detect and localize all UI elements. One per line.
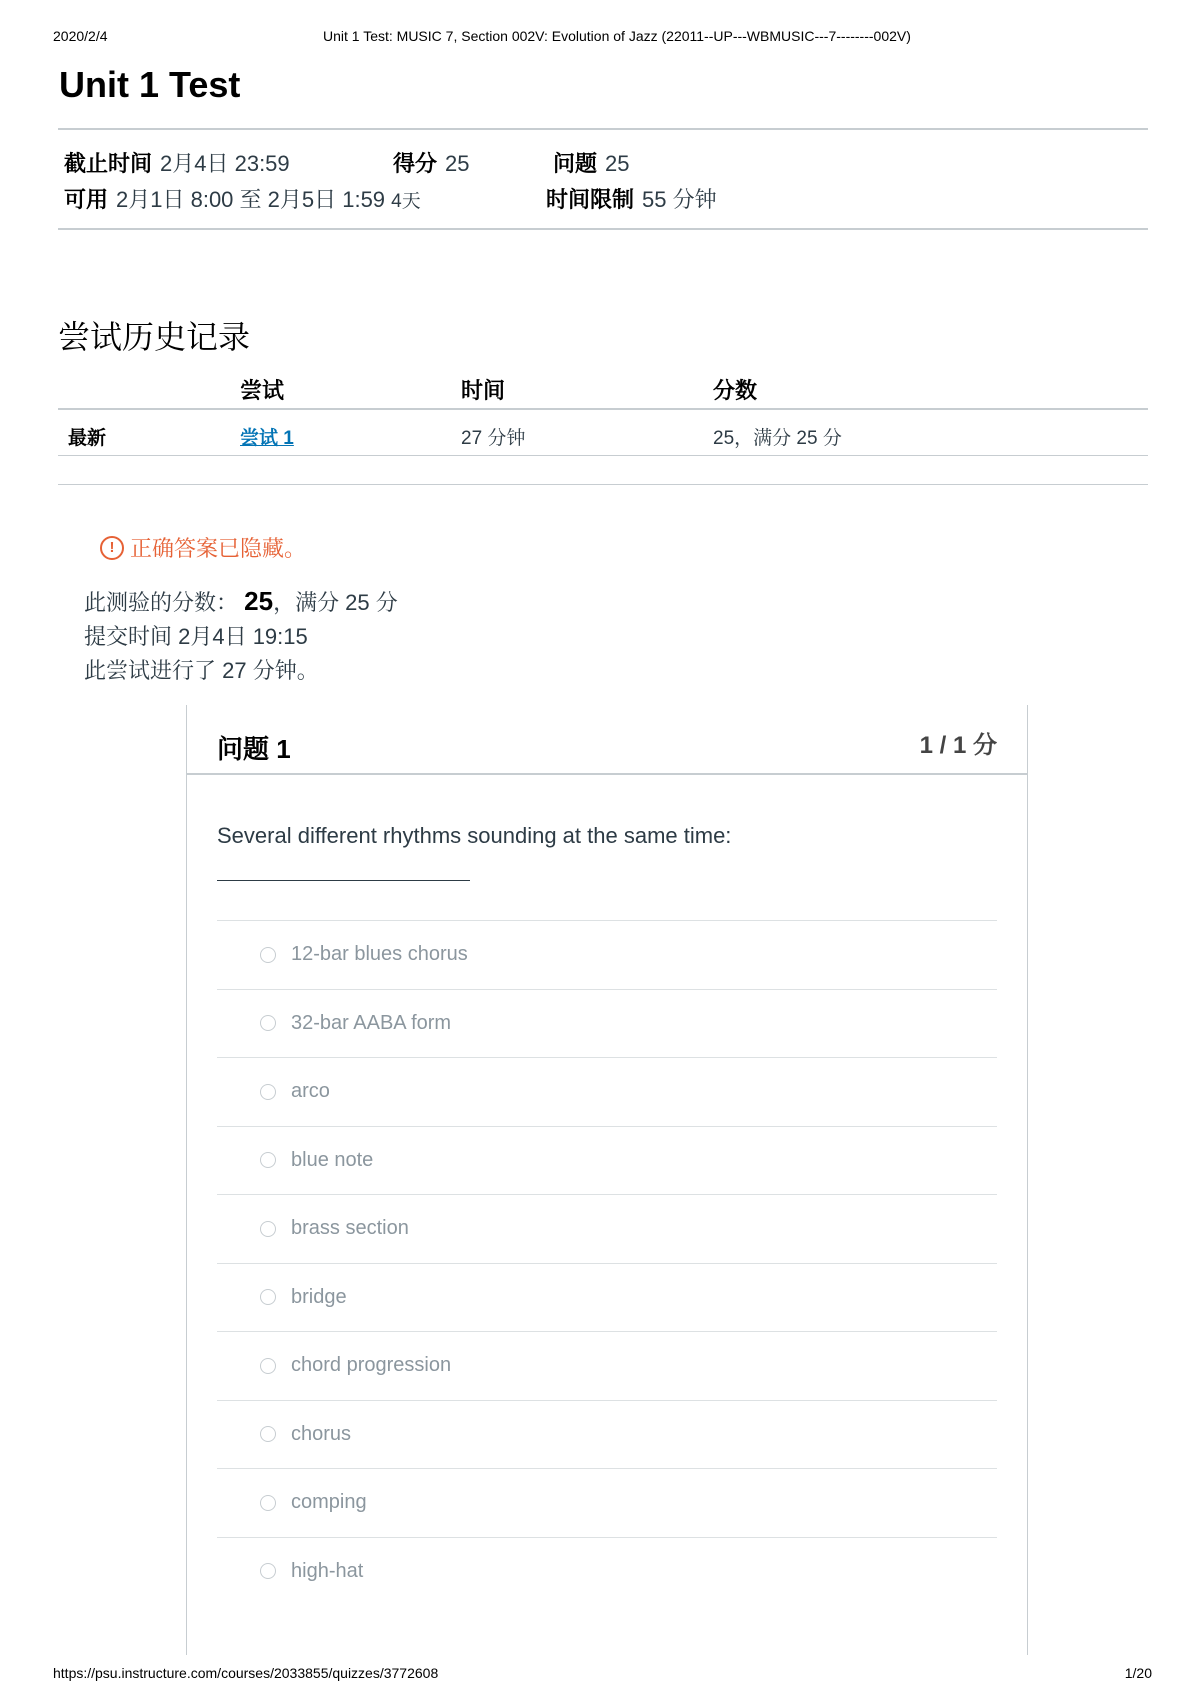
meta-questions [553,147,630,178]
meta-available [64,183,421,214]
print-page-title: Unit 1 Test: MUSIC 7, Section 002V: Evolution of Jazz (22011--UP---WBMUSIC---7--------002V) [323,28,911,44]
radio-button[interactable] [260,1563,276,1579]
divider [58,228,1148,230]
radio-button[interactable] [260,1084,276,1100]
meta-points-label: 得分 [393,151,438,176]
row-label-latest: 最新 [68,428,107,449]
print-page-number: 1/20 [1124,1665,1152,1681]
divider [58,484,1148,485]
print-footer-url: https://psu.instructure.com/courses/2033855/quizzes/3772608 [53,1665,439,1681]
radio-button[interactable] [260,947,276,963]
question-points: 1 / 1 分 [919,732,997,759]
answer-label: arco [291,1080,330,1103]
answer-label: chord progression [291,1354,452,1377]
answer-option[interactable] [217,1537,997,1606]
answer-label: brass section [291,1217,409,1240]
answer-label: bridge [291,1285,347,1308]
answer-option[interactable] [217,1126,997,1195]
meta-available-days: 4天 [391,191,421,212]
table-header-divider [58,408,1148,410]
page-title: Unit 1 Test [59,64,241,105]
radio-button[interactable] [260,1495,276,1511]
question-header [187,705,1027,775]
answer-option[interactable] [217,1263,997,1332]
meta-points-value: 25 [445,151,470,176]
column-header-time: 时间 [461,378,506,403]
meta-due-value: 2月4日 23:59 [160,151,290,176]
meta-points [393,147,470,178]
attempt-1-link[interactable]: 尝试 1 [240,428,294,449]
answer-label: 32-bar AABA form [291,1011,452,1034]
quiz-score-suffix: ，满分 25 分 [273,590,398,615]
answer-label: high-hat [291,1559,364,1582]
answer-blank-line [217,880,470,881]
attempt-time: 27 分钟 [461,428,526,449]
answer-option[interactable] [217,920,997,989]
attempt-history-title: 尝试历史记录 [58,319,251,355]
answer-label: chorus [291,1422,352,1445]
attempt-score: 25，满分 25 分 [713,428,842,449]
answer-option[interactable] [217,1331,997,1400]
question-title: 问题 1 [217,734,291,764]
warning-icon: ! [100,536,124,560]
quiz-score-value: 25 [244,586,274,616]
answer-label: 12-bar blues chorus [291,943,468,966]
answer-option[interactable] [217,1468,997,1537]
meta-questions-value: 25 [605,151,630,176]
table-row-divider [58,455,1148,456]
answer-option[interactable] [217,1400,997,1469]
answer-label: comping [291,1491,367,1514]
meta-available-value: 2月1日 8:00 至 2月5日 1:59 [116,187,386,212]
answer-list [217,920,997,1605]
radio-button[interactable] [260,1152,276,1168]
radio-button[interactable] [260,1289,276,1305]
quiz-score [84,586,398,617]
question-text: Several different rhythms sounding at the same time: [217,823,732,848]
meta-time-limit-label: 时间限制 [546,187,635,212]
column-header-attempt: 尝试 [240,378,285,403]
answers-hidden-text: 正确答案已隐藏。 [130,536,307,561]
meta-due [64,147,290,178]
print-date: 2020/2/4 [53,28,108,44]
meta-time-limit-value: 55 分钟 [642,187,717,212]
radio-button[interactable] [260,1426,276,1442]
meta-available-label: 可用 [64,187,109,212]
submitted-time: 提交时间 2月4日 19:15 [84,624,308,649]
answer-label: blue note [291,1148,374,1171]
radio-button[interactable] [260,1221,276,1237]
quiz-score-prefix: 此测验的分数： [84,590,239,615]
meta-due-label: 截止时间 [64,151,153,176]
divider [58,128,1148,130]
attempt-duration: 此尝试进行了 27 分钟。 [84,658,319,683]
question-card [186,705,1028,1655]
radio-button[interactable] [260,1358,276,1374]
meta-time-limit [546,183,717,214]
meta-questions-label: 问题 [553,151,598,176]
answer-option[interactable] [217,1194,997,1263]
answers-hidden-notice [100,532,306,563]
radio-button[interactable] [260,1015,276,1031]
column-header-score: 分数 [713,378,758,403]
answer-option[interactable] [217,989,997,1058]
answer-option[interactable] [217,1057,997,1126]
